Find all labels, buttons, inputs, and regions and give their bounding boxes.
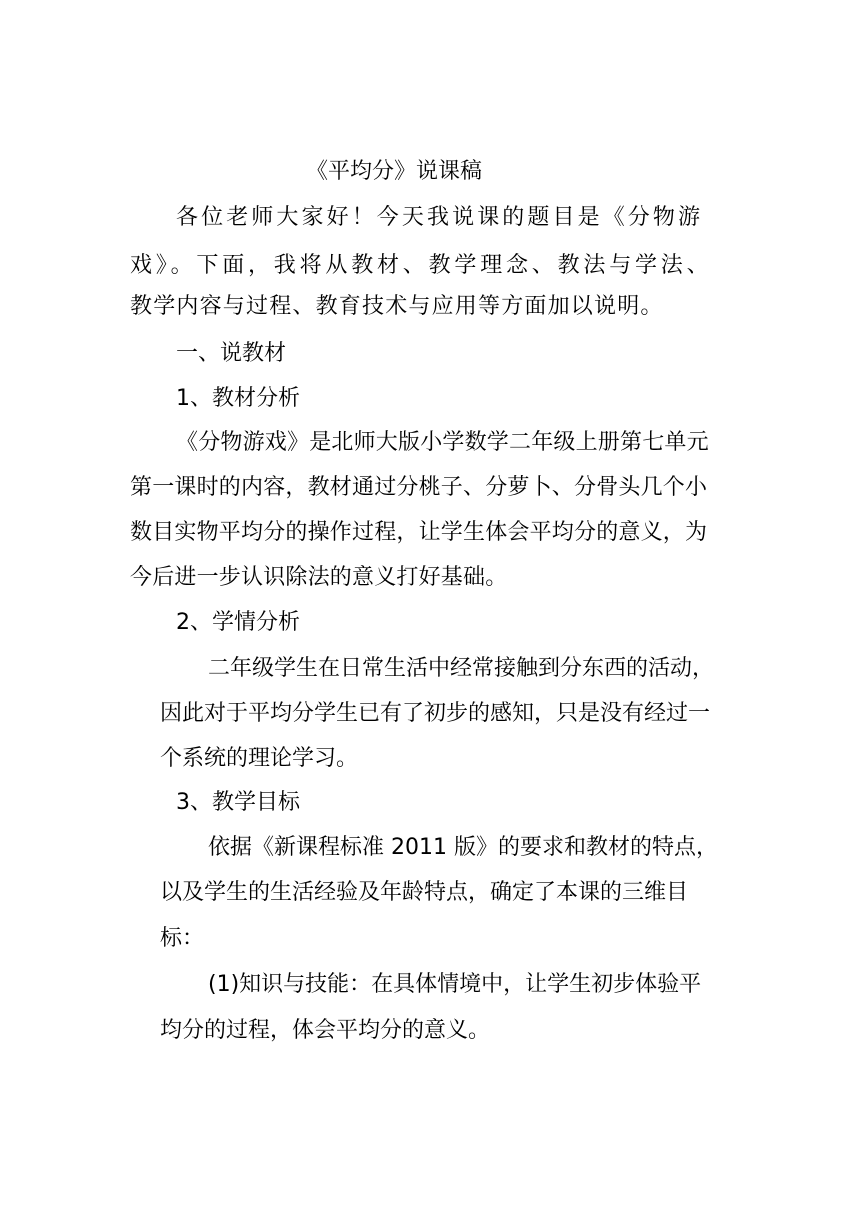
subheading-student-analysis: 2、学情分析 xyxy=(176,610,300,635)
student-analysis-line-2: 因此对于平均分学生已有了初步的感知，只是没有经过一 xyxy=(160,701,711,726)
document-title: 《平均分》说课稿 xyxy=(306,159,483,184)
intro-line-2: 戏》。下面，我将从教材、教学理念、教法与学法、 xyxy=(130,253,713,278)
intro-line-3: 教学内容与过程、教育技术与应用等方面加以说明。 xyxy=(130,294,664,319)
textbook-analysis-line-3: 数目实物平均分的操作过程，让学生体会平均分的意义，为 xyxy=(130,520,708,545)
teaching-goals-line-2: 以及学生的生活经验及年龄特点，确定了本课的三维目 xyxy=(160,880,689,905)
textbook-analysis-line-4: 今后进一步认识除法的意义打好基础。 xyxy=(130,565,508,590)
goal-knowledge-line-1: (1)知识与技能：在具体情境中，让学生初步体验平 xyxy=(208,972,702,997)
student-analysis-line-1: 二年级学生在日常生活中经常接触到分东西的活动， xyxy=(208,656,715,681)
subheading-teaching-goals: 3、教学目标 xyxy=(176,790,300,815)
textbook-analysis-line-2: 第一课时的内容，教材通过分桃子、分萝卜、分骨头几个小 xyxy=(130,475,708,500)
teaching-goals-line-1: 依据《新课程标准 2011 版》的要求和教材的特点， xyxy=(208,835,718,860)
teaching-goals-line-3: 标： xyxy=(160,926,205,951)
student-analysis-line-3: 个系统的理论学习。 xyxy=(160,746,359,771)
intro-line-1: 各位老师大家好！今天我说课的题目是《分物游 xyxy=(176,205,704,230)
goal-knowledge-line-2: 均分的过程，体会平均分的意义。 xyxy=(160,1018,491,1043)
section-heading-textbook: 一、说教材 xyxy=(176,341,287,366)
textbook-analysis-line-1: 《分物游戏》是北师大版小学数学二年级上册第七单元 xyxy=(176,430,709,455)
subheading-textbook-analysis: 1、教材分析 xyxy=(176,386,300,411)
